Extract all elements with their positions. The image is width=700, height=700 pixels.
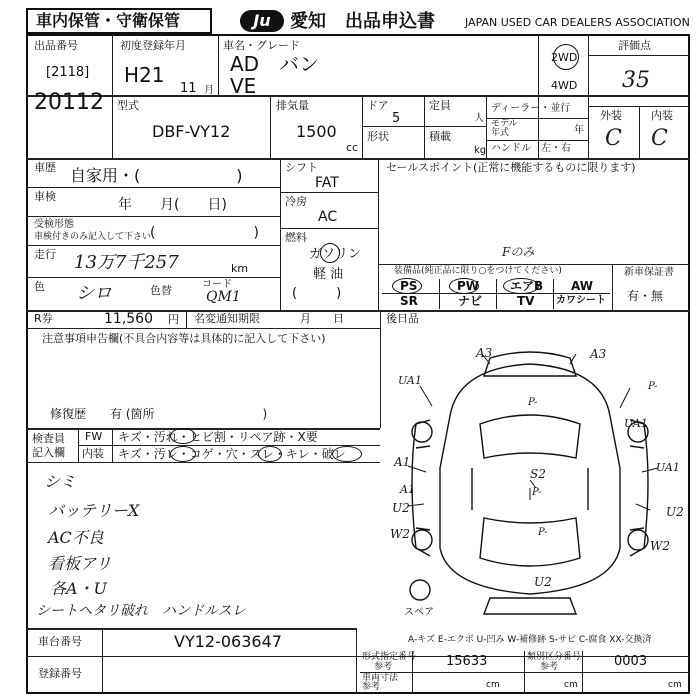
shift-label: シフト <box>285 161 318 174</box>
damage-mark: P- <box>532 487 542 498</box>
divider <box>26 216 280 217</box>
dealer-label: ディーラー・並行 <box>491 103 571 114</box>
handle-label: ハンドル 左・右 <box>491 143 571 154</box>
color-code-label: コード <box>202 279 232 290</box>
manual-label: 受検形態 <box>34 219 74 230</box>
ju-logo: Ju <box>240 10 284 32</box>
remark-line: 各A・U <box>50 579 108 598</box>
repair-label: 修復歴 有 (箇所 ) <box>50 407 268 421</box>
type-label: 型式 <box>117 99 139 112</box>
divider <box>280 158 281 310</box>
divider <box>588 34 589 158</box>
drive-4wd-label: 4WD <box>551 79 578 92</box>
equipment-item: PW <box>457 279 480 293</box>
chassis-label: 車台番号 <box>38 635 82 648</box>
load-unit: kg <box>474 145 487 156</box>
doors-label: ドア <box>367 99 389 112</box>
interior-grade: C <box>651 126 668 151</box>
damage-mark: A1 <box>400 483 415 496</box>
divider <box>356 628 357 694</box>
equipment-handwritten-note: Fのみ <box>502 245 535 259</box>
capacity-unit: 人 <box>474 113 484 124</box>
damage-mark: A3 <box>590 347 607 361</box>
divider <box>186 310 187 328</box>
doors-value: 5 <box>392 111 401 126</box>
model-name-line1: AD バン <box>230 52 320 76</box>
class-value: 0003 <box>614 654 648 669</box>
damage-mark: S2 <box>530 467 546 481</box>
damage-mark: U2 <box>392 501 410 515</box>
color-code-value: QM1 <box>206 289 241 305</box>
recycle-value: 11,560 <box>104 311 153 327</box>
divider <box>218 34 219 95</box>
history-value: 自家用・( ) <box>70 166 243 185</box>
rating-label: 評価点 <box>618 39 651 52</box>
equipment-item: エアB <box>510 279 544 293</box>
equipment-item: SR <box>400 294 418 308</box>
manual-value: ( ) <box>150 225 259 241</box>
remark-line: シミ <box>44 472 77 491</box>
damage-mark: A3 <box>476 346 493 360</box>
sales-points-label: セールスポイント(正常に機能するものに限ります) <box>386 161 636 174</box>
mileage-label: 走行 <box>34 248 56 261</box>
org-name: 愛知 <box>290 11 326 32</box>
registration-era-year: H21 <box>124 63 165 87</box>
divider <box>280 228 378 229</box>
damage-mark: P- <box>538 527 548 538</box>
exterior-label: 外装 <box>600 109 622 122</box>
inspector-label: 検査員 記入欄 <box>32 432 65 460</box>
divider <box>26 158 690 160</box>
load-label: 積載 <box>429 130 451 143</box>
remark-line: AC不良 <box>48 528 104 547</box>
divider <box>112 428 113 462</box>
model-name-line2: VE <box>230 74 257 98</box>
equipment-item: ナビ <box>458 294 483 308</box>
bottom-spec-grid <box>360 651 690 694</box>
damage-mark: W2 <box>650 539 670 553</box>
divider <box>26 628 356 630</box>
drive-2wd-label: 2WD <box>551 51 578 64</box>
divider <box>362 126 486 127</box>
name-change-value: 月 日 <box>300 312 344 325</box>
capacity-label: 定員 <box>429 99 451 112</box>
equipment-item: PS <box>400 279 418 293</box>
fw-items: キズ・汚れ・ヒビ割・リペア跡・X要 <box>118 430 318 444</box>
int-items: キズ・汚レ・コゲ・穴・スレ・キレ・破レ <box>118 447 346 461</box>
registration-month: 11 <box>180 81 197 96</box>
fuel-label: 燃料 <box>285 231 307 244</box>
model-label: 車名・グレード <box>223 39 300 52</box>
size-label: 車両寸法 参考 <box>362 673 399 692</box>
color-change-label: 色替 <box>150 284 172 297</box>
registration-label: 初度登録年月 <box>120 39 186 52</box>
size-unit: cm <box>668 680 682 690</box>
model-year-unit: 年 <box>574 125 584 136</box>
divider <box>26 245 280 246</box>
size-unit: cm <box>486 680 500 690</box>
int-label: 内装 <box>82 447 104 460</box>
displacement-value: 1500 <box>296 122 337 141</box>
size-unit: cm <box>564 680 578 690</box>
class-label: 類別区分番号 <box>527 652 582 662</box>
class-ref-label: 参考 <box>540 662 559 672</box>
remark-line: シートヘタリ破れ ハンドルスレ <box>36 603 246 619</box>
fw-label: FW <box>85 430 103 443</box>
damage-mark: U2 <box>534 575 552 589</box>
remark-line: 看板アリ <box>48 554 112 573</box>
divider <box>26 328 380 329</box>
mileage-unit: km <box>231 262 249 275</box>
divider <box>270 95 271 158</box>
lot-small-code: [2118] <box>46 65 90 80</box>
equipment-item: AW <box>571 279 593 293</box>
equipment-circle <box>449 278 479 294</box>
damage-mark: P- <box>648 381 658 392</box>
mileage-value: 13万7千257 <box>74 252 179 273</box>
warranty-value: 有・無 <box>627 289 664 303</box>
int-circle <box>332 446 362 462</box>
remark-line: バッテリーX <box>48 501 140 520</box>
notice-label: 注意事項申告欄(不具合内容等は具体的に記入して下さい) <box>42 332 326 345</box>
damage-mark: UA1 <box>398 374 422 387</box>
fw-circle <box>170 428 196 444</box>
recycle-label: R券 <box>34 312 53 325</box>
damage-legend: A-キズ E-エクボ U-凹み W-補修跡 S-サビ C-腐食 XX-交換済 <box>408 635 652 645</box>
lot-label: 出品番号 <box>34 39 78 52</box>
spare-label: スペア <box>404 607 434 618</box>
divider <box>26 187 280 188</box>
int-circle <box>258 446 282 462</box>
rating-score: 35 <box>622 68 650 93</box>
damage-mark: W2 <box>390 527 410 541</box>
equipment-circle <box>392 278 422 294</box>
damage-mark: UA1 <box>624 417 648 430</box>
model-code-ref-label: 参考 <box>374 662 393 672</box>
displacement-label: 排気量 <box>276 99 309 112</box>
shift-value: FAT <box>315 175 339 191</box>
lot-number: 20112 <box>34 90 104 115</box>
damage-mark: A1 <box>394 455 411 469</box>
form-title: 出品申込書 <box>345 11 435 32</box>
storage-title: 車内保管・守衛保管 <box>36 11 181 30</box>
divider <box>280 192 378 193</box>
color-value: シロ <box>76 283 112 304</box>
model-code-value: 15633 <box>446 654 488 669</box>
inspection-value: 年 月( 日) <box>118 197 227 213</box>
divider <box>639 106 640 158</box>
shape-label: 形状 <box>367 130 389 143</box>
rear-label: 後日品 <box>386 312 419 325</box>
int-circle <box>170 446 196 462</box>
ac-value: AC <box>318 209 338 225</box>
chassis-value: VY12-063647 <box>174 632 282 651</box>
equipment-circle <box>503 278 539 294</box>
displacement-unit: cc <box>346 141 359 154</box>
association-name: JAPAN USED CAR DEALERS ASSOCIATION <box>465 16 690 29</box>
exterior-grade: C <box>605 126 622 151</box>
manual-note: 車検付きのみ記入して下さい <box>34 232 152 242</box>
reg-number-label: 登録番号 <box>38 667 82 680</box>
divider <box>102 628 103 694</box>
equipment-label: 装備品(純正品に限り○をつけてください) <box>394 266 562 276</box>
equipment-grid <box>382 279 610 309</box>
ac-label: 冷房 <box>285 195 307 208</box>
color-label: 色 <box>34 280 45 293</box>
divider <box>378 158 379 310</box>
damage-mark: U2 <box>666 505 684 519</box>
interior-label: 内装 <box>651 109 673 122</box>
warranty-label: 新車保証書 <box>624 267 674 278</box>
divider <box>486 95 487 158</box>
divider <box>26 277 280 278</box>
divider <box>612 264 613 310</box>
divider <box>378 264 690 265</box>
fuel-diesel: 軽 油 <box>313 267 344 282</box>
equipment-item: TV <box>517 294 535 308</box>
divider <box>78 445 380 446</box>
divider <box>486 140 588 141</box>
damage-mark: UA1 <box>656 461 680 474</box>
name-change-label: 名変通知期限 <box>194 312 260 325</box>
divider <box>78 428 79 462</box>
recycle-unit: 円 <box>168 313 179 326</box>
fuel-other: ( ) <box>292 286 342 301</box>
fuel-gasoline: ガソリン <box>309 247 362 262</box>
inspection-label: 車検 <box>34 190 56 203</box>
equipment-item: カワシート <box>556 295 606 306</box>
damage-mark: P- <box>528 397 538 408</box>
divider <box>588 55 690 56</box>
divider <box>26 462 380 463</box>
model-year-label: モデル 年式 <box>491 119 518 138</box>
divider <box>112 34 113 158</box>
divider <box>26 95 690 97</box>
type-value: DBF-VY12 <box>152 122 231 141</box>
history-label: 車歴 <box>34 161 56 174</box>
registration-month-unit: 月 <box>204 85 214 96</box>
model-code-label: 形式指定番号 <box>362 652 417 662</box>
